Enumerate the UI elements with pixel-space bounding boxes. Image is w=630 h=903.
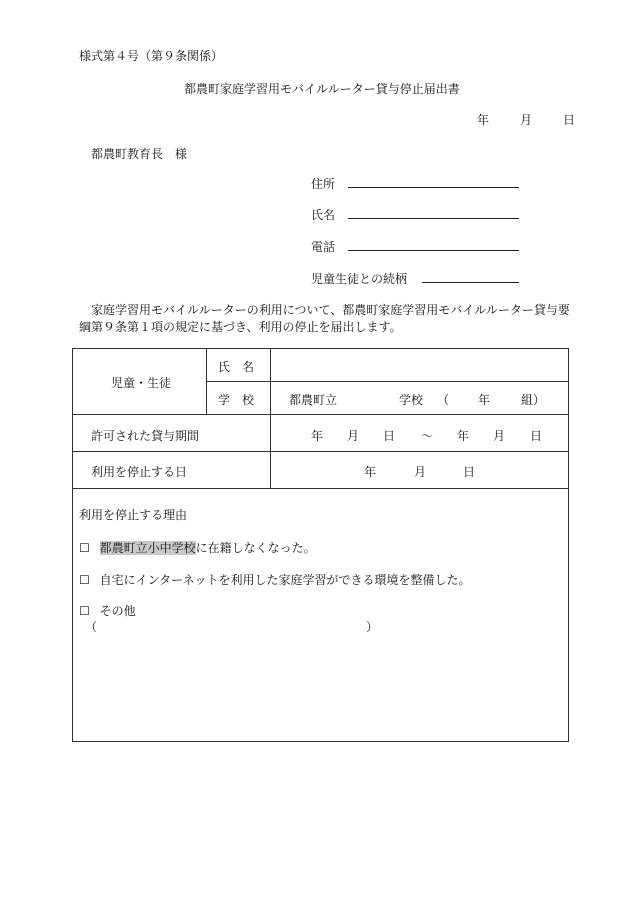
reason2-text: 自宅にインターネットを利用した家庭学習ができる環境を整備した。 <box>99 573 471 587</box>
reason3-text: その他 <box>99 604 136 618</box>
period-separator: 〜 <box>421 429 434 443</box>
form-table <box>72 348 569 742</box>
reason-option-2[interactable] <box>79 571 471 588</box>
school-paren-open: （ <box>437 393 450 407</box>
school-town: 都農町立 <box>289 393 338 407</box>
body-text-line1: 家庭学習用モバイルルーターの利用について、都農町家庭学習用モバイルルーター貸与要 <box>91 303 570 317</box>
school-grade: 年 <box>478 393 491 407</box>
checkbox-icon[interactable]: ☐ <box>79 573 90 587</box>
page-title: 都農町家庭学習用モバイルルーター貸与停止届出書 <box>184 82 460 96</box>
reason-label: 利用を停止する理由 <box>79 508 188 522</box>
period-m2: 月 <box>493 429 506 443</box>
school-class: 組） <box>521 393 546 407</box>
reason-option-1[interactable] <box>79 539 316 556</box>
other-paren-open: （ <box>85 620 98 634</box>
checkbox-icon[interactable]: ☐ <box>79 604 90 618</box>
period-m1: 月 <box>347 429 360 443</box>
relation-field[interactable] <box>422 282 519 283</box>
date-year: 年 <box>477 113 490 127</box>
period-label: 許可された貸与期間 <box>91 429 200 443</box>
reason1-text: に在籍しなくなった。 <box>195 541 316 555</box>
relation-label: 児童生徒との続柄 <box>311 272 408 286</box>
student-school-label: 学 校 <box>218 393 255 407</box>
reason1-highlight: 都農町立小中学校 <box>99 541 196 555</box>
stop-date-label: 利用を停止する日 <box>91 465 188 479</box>
phone-label: 電話 <box>311 240 336 254</box>
date-day: 日 <box>563 113 576 127</box>
body-text-line2: 綱第９条第１項の規定に基づき、利用の停止を届出します。 <box>79 320 402 334</box>
school-suffix: 学校 <box>399 393 424 407</box>
stop-date-year: 年 <box>364 465 377 479</box>
period-d2: 日 <box>530 429 543 443</box>
address-label: 住所 <box>311 177 336 191</box>
other-reason-field[interactable] <box>99 617 359 633</box>
student-name-field[interactable] <box>272 350 566 380</box>
form-number: 様式第４号（第９条関係） <box>79 49 224 63</box>
name-field[interactable] <box>348 218 519 219</box>
checkbox-icon[interactable]: ☐ <box>79 541 90 555</box>
name-label: 氏名 <box>311 208 336 222</box>
date-month: 月 <box>520 113 533 127</box>
period-d1: 日 <box>383 429 396 443</box>
address-field[interactable] <box>348 187 519 188</box>
addressee: 都農町教育長 様 <box>91 147 188 161</box>
other-paren-close: ） <box>366 620 379 634</box>
phone-field[interactable] <box>348 250 519 251</box>
stop-date-month: 月 <box>414 465 427 479</box>
student-label: 児童・生徒 <box>111 376 172 390</box>
student-name-label: 氏 名 <box>218 360 255 374</box>
period-y2: 年 <box>457 429 470 443</box>
stop-date-day: 日 <box>463 465 476 479</box>
period-y1: 年 <box>311 429 324 443</box>
